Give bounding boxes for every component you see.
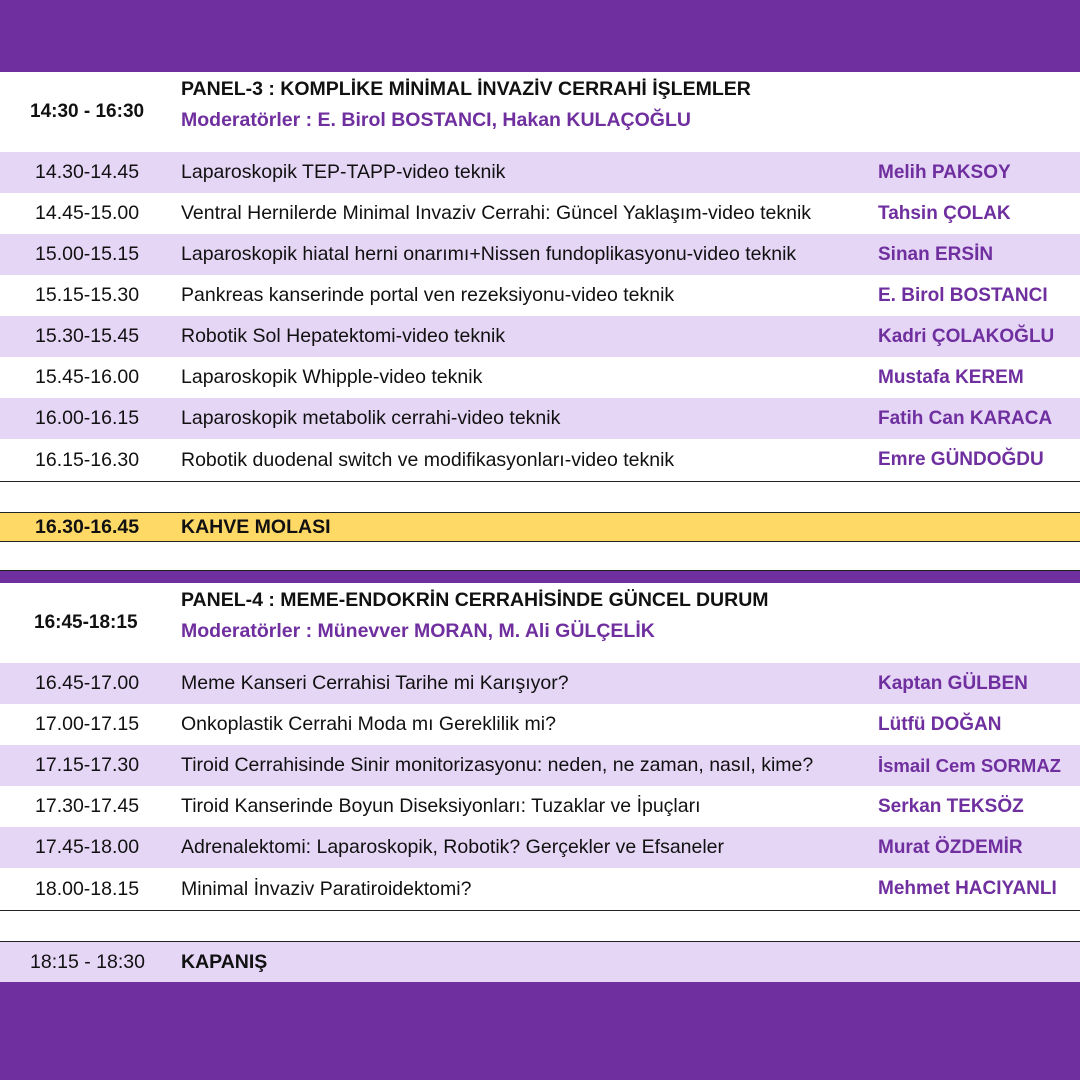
talk-row [0,357,1080,398]
section-separator-band [0,571,1080,583]
talk-title: Tiroid Cerrahisinde Sinir monitorizasyonu: neden, ne zaman, nasıl, kime? [181,754,814,776]
talk-time: 16.00-16.15 [35,407,140,429]
talk-title: Tiroid Kanserinde Boyun Diseksiyonları: Tuzaklar ve İpuçları [181,795,701,817]
talk-speaker: Murat ÖZDEMİR [878,836,1023,858]
panel3-header [0,72,1080,152]
talk-time: 14.45-15.00 [35,202,140,224]
talk-time: 17.30-17.45 [35,795,140,817]
talk-title: Robotik Sol Hepatektomi-video teknik [181,325,506,347]
talk-time: 17.15-17.30 [35,754,140,776]
closing-time: 18:15 - 18:30 [30,950,145,973]
talk-title: Laparoskopik metabolik cerrahi-video teknik [181,407,561,429]
talk-speaker: Kadri ÇOLAKOĞLU [878,325,1055,347]
talk-title: Laparoskopik Whipple-video teknik [181,366,483,388]
panel3-title: PANEL-3 : KOMPLİKE MİNİMAL İNVAZİV CERRAHİ İŞLEMLER [181,78,751,100]
talk-row [0,786,1080,827]
talk-time: 15.15-15.30 [35,284,140,306]
panel4-title: PANEL-4 : MEME-ENDOKRİN CERRAHİSİNDE GÜNCEL DURUM [181,589,769,611]
divider [0,910,1080,911]
talk-title: Meme Kanseri Cerrahisi Tarihe mi Karışıyor? [181,672,569,694]
talk-speaker: Serkan TEKSÖZ [878,795,1024,817]
panel4-moderators: Moderatörler : Münevver MORAN, M. Ali GÜLÇELİK [181,620,655,642]
talk-time: 15.30-15.45 [35,325,140,347]
talk-row [0,398,1080,439]
talk-row [0,827,1080,868]
talk-time: 15.45-16.00 [35,366,140,388]
talk-title: Adrenalektomi: Laparoskopik, Robotik? Gerçekler ve Efsaneler [181,836,725,858]
talk-time: 17.45-18.00 [35,836,140,858]
talk-time: 14.30-14.45 [35,161,140,183]
talk-row [0,868,1080,910]
talk-title: Robotik duodenal switch ve modifikasyonları-video teknik [181,448,675,471]
talk-speaker: E. Birol BOSTANCI [878,284,1048,306]
panel4-time: 16:45-18:15 [34,612,138,633]
talk-speaker: Lütfü DOĞAN [878,713,1002,735]
talk-time: 15.00-15.15 [35,243,140,265]
closing-label: KAPANIŞ [181,950,268,973]
talk-row [0,152,1080,193]
talk-speaker: Mustafa KEREM [878,366,1024,388]
divider [0,481,1080,482]
talk-speaker: Melih PAKSOY [878,161,1011,183]
talk-row [0,439,1080,481]
talk-speaker: Tahsin ÇOLAK [878,202,1011,224]
talk-row [0,745,1080,786]
talk-row [0,275,1080,316]
talk-row [0,704,1080,745]
talk-title: Onkoplastik Cerrahi Moda mı Gereklilik mi? [181,713,556,735]
talk-title: Laparoskopik hiatal herni onarımı+Nissen fundoplikasyonu-video teknik [181,243,797,265]
coffee-break-time: 16.30-16.45 [35,515,140,538]
talk-time: 17.00-17.15 [35,713,140,735]
talk-title: Laparoskopik TEP-TAPP-video teknik [181,161,506,183]
talk-title: Pankreas kanserinde portal ven rezeksiyonu-video teknik [181,284,675,306]
talk-title: Ventral Hernilerde Minimal Invaziv Cerrahi: Güncel Yaklaşım-video teknik [181,202,812,224]
talk-speaker: Fatih Can KARACA [878,407,1053,429]
coffee-break-label: KAHVE MOLASI [181,515,331,538]
coffee-break-row [0,512,1080,542]
talk-row [0,193,1080,234]
talk-row [0,663,1080,704]
talk-speaker: Sinan ERSİN [878,243,994,265]
talk-speaker: Mehmet HACIYANLI [878,878,1057,899]
talk-time: 16.45-17.00 [35,672,140,694]
talk-row [0,234,1080,275]
talk-title: Minimal İnvaziv Paratiroidektomi? [181,877,472,900]
panel3-moderators: Moderatörler : E. Birol BOSTANCI, Hakan KULAÇOĞLU [181,109,691,131]
talk-speaker: İsmail Cem SORMAZ [878,754,1061,776]
talk-time: 16.15-16.30 [35,448,140,471]
talk-time: 18.00-18.15 [35,877,140,900]
panel4-header [0,583,1080,663]
talk-speaker: Emre GÜNDOĞDU [878,449,1044,470]
talk-row [0,316,1080,357]
closing-row [0,941,1080,982]
talk-speaker: Kaptan GÜLBEN [878,672,1028,694]
panel3-time: 14:30 - 16:30 [30,101,145,122]
